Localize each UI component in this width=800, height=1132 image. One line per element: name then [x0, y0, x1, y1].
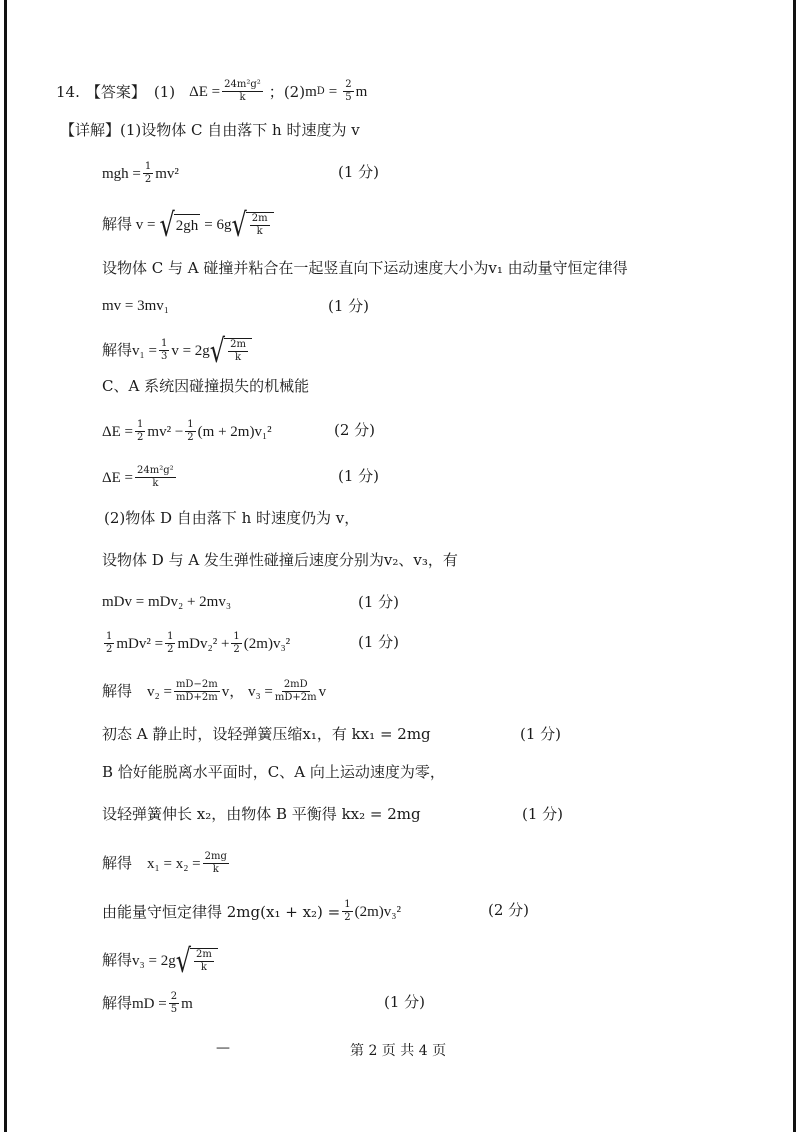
fraction [104, 632, 114, 655]
fraction-denominator: 2 [167, 644, 174, 655]
fraction [135, 466, 176, 489]
text-line-14 [102, 724, 800, 744]
score-mark: (1 分) [522, 805, 564, 823]
score-mark: (1 分) [520, 725, 562, 743]
fraction-numerator: 2 [170, 991, 178, 1002]
fraction-denominator: 5 [170, 1004, 178, 1015]
part2-tail: m [355, 83, 368, 100]
score-mark: (1 分) [328, 297, 370, 315]
radicand: 2gh [174, 214, 201, 236]
answer-label: 【答案】 [85, 82, 146, 101]
page-number: 第 2 页 共 4 页 [350, 1043, 447, 1059]
part2-lhs: m [305, 83, 317, 100]
eq-text: v， v₃ = [221, 683, 273, 700]
part1-fraction [222, 80, 263, 103]
fraction-numerator: 1 [233, 631, 240, 642]
text-line-6 [102, 376, 309, 396]
sqrt-expression [159, 205, 200, 244]
body-text: 设轻弹簧伸长 x₂，由物体 B 平衡得 kx₂ = 2mg [102, 805, 421, 823]
fraction-numerator: 1 [106, 631, 113, 642]
radical-sign: √ [231, 205, 247, 244]
detail-intro [60, 120, 360, 140]
body-text: 设物体 C 与 A 碰撞并粘合在一起竖直向下运动速度大小为v₁ 由动量守恒定律得 [102, 259, 628, 277]
fraction [169, 992, 179, 1015]
body-text: (2)物体 D 自由落下 h 时速度仍为 v， [104, 509, 360, 527]
fraction [250, 214, 270, 237]
part2-subscript: D [316, 85, 325, 97]
fraction-denominator: 2 [233, 644, 240, 655]
eq-text: v [318, 683, 327, 700]
eq-text: v = 2g [171, 342, 210, 359]
equation-line-12 [102, 632, 800, 655]
radical-sign: √ [159, 205, 175, 244]
fraction-denominator: mD+2m [274, 692, 317, 703]
part1-lhs: ΔE = [189, 83, 221, 100]
body-text: 设物体 D 与 A 发生弹性碰撞后速度分别为v₂、v₃，有 [102, 551, 458, 569]
eq-text: m [181, 995, 193, 1012]
fraction-denominator: k [234, 352, 242, 363]
fraction-denominator: k [212, 864, 219, 875]
part2-eq: = [328, 83, 338, 100]
eq-text: 解得mD = [102, 995, 167, 1012]
left-border-line [4, 0, 7, 1132]
score-mark: (1 分) [358, 593, 400, 611]
equation-line-19 [102, 941, 218, 980]
eq-text: (2m)v₃² [243, 635, 291, 652]
eq-text: mDv = mDv₂ + 2mv₃ [102, 594, 232, 610]
eq-text: mv² − [147, 423, 184, 440]
fraction-numerator: mD−2m [175, 679, 218, 690]
body-text: B 恰好能脱离水平面时，C、A 向上运动速度为零， [102, 763, 445, 781]
fraction [159, 339, 169, 362]
equation-line-18 [102, 900, 800, 923]
fraction-numerator: 2m [196, 949, 212, 960]
equation-line-13 [102, 680, 326, 703]
score-mark: (1 分) [358, 633, 400, 651]
text-line-3 [102, 258, 628, 278]
text-line-16 [102, 804, 800, 824]
answer-header [56, 80, 367, 103]
equation-line-11 [102, 592, 800, 612]
fraction-numerator: 2 [345, 79, 352, 90]
eq-text: 解得 v = [102, 216, 156, 233]
fraction [228, 340, 248, 363]
fraction-denominator: 3 [160, 351, 168, 362]
text-line-15 [102, 762, 445, 782]
eq-text: 解得v₃ = 2g [102, 952, 176, 969]
score-mark: (2 分) [488, 901, 530, 919]
eq-text: ΔE = [102, 423, 134, 440]
eq-text: (2m)v₃² [354, 903, 401, 920]
sqrt-expression [231, 205, 273, 244]
radicand [190, 948, 218, 973]
part2-fraction [343, 80, 353, 103]
sqrt-expression [175, 941, 218, 980]
fraction [203, 852, 229, 875]
fraction-denominator: 2 [144, 174, 152, 185]
fraction-numerator: 2mD [283, 679, 308, 690]
eq-text: mDv² = [116, 635, 164, 652]
radical-sign: √ [175, 941, 191, 980]
fraction-numerator: 2mg [204, 851, 227, 862]
fraction-denominator: 2 [106, 644, 113, 655]
fraction-numerator: 24m²g² [224, 79, 261, 90]
fraction-numerator: 2m [251, 213, 268, 224]
eq-text: ΔE = [102, 469, 134, 486]
equation-line-8 [102, 466, 800, 489]
eq-text: mv = 3mv₁ [102, 298, 170, 314]
fraction-numerator: 1 [144, 161, 152, 172]
fraction [165, 632, 175, 655]
fraction-denominator: 2 [187, 432, 194, 443]
fraction-numerator: 1 [187, 419, 194, 430]
eq-text: mDv₂² + [177, 635, 230, 652]
eq-text: mgh = [102, 165, 141, 182]
radicand [246, 212, 274, 237]
score-mark: (1 分) [338, 163, 380, 181]
equation-line-4 [102, 296, 800, 316]
page-footer [0, 1040, 800, 1060]
detail-text: (1)设物体 C 自由落下 h 时速度为 v [120, 121, 360, 139]
fraction [185, 420, 195, 443]
eq-text: = 6g [204, 216, 232, 233]
question-number: 14. [56, 82, 80, 101]
fraction [143, 162, 153, 185]
fraction-denominator: k [200, 962, 207, 973]
eq-text: 解得v₁ = [102, 342, 157, 359]
fraction [275, 680, 317, 703]
fraction-numerator: 2m [230, 339, 246, 350]
fraction-denominator: 2 [344, 912, 351, 923]
fraction [231, 632, 241, 655]
fraction-numerator: 24m²g² [137, 465, 174, 476]
fraction-denominator: k [239, 92, 246, 103]
eq-text: 由能量守恒定律得 2mg(x₁ + x₂) = [102, 902, 341, 921]
fraction-numerator: 1 [160, 338, 168, 349]
equation-line-2 [102, 205, 274, 244]
detail-label: 【详解】 [60, 121, 121, 139]
fraction [342, 900, 352, 923]
separator: ； [268, 82, 284, 101]
score-mark: (1 分) [384, 993, 426, 1011]
radical-sign: √ [209, 331, 226, 370]
equation-line-20 [102, 992, 800, 1015]
fraction-numerator: 1 [167, 631, 174, 642]
fraction-denominator: k [152, 478, 159, 489]
part2-tag: (2) [283, 82, 306, 101]
fraction-denominator: 5 [345, 92, 352, 103]
fraction [174, 680, 220, 703]
equation-line-17 [102, 852, 231, 875]
fraction [194, 950, 214, 973]
sqrt-expression [209, 331, 252, 370]
equation-line-1 [102, 162, 800, 185]
score-mark: (2 分) [334, 421, 376, 439]
fraction-numerator: 1 [137, 419, 144, 430]
radicand [224, 338, 252, 363]
footer-dash: — [216, 1040, 230, 1056]
equation-line-5 [102, 331, 252, 370]
text-line-9 [104, 508, 359, 528]
fraction [135, 420, 145, 443]
fraction-denominator: k [256, 226, 263, 237]
eq-text: mv² [155, 165, 179, 182]
eq-text: 解得 v₂ = [102, 683, 172, 700]
text-line-10 [102, 550, 458, 570]
fraction-numerator: 1 [344, 899, 351, 910]
eq-text: 解得 x₁ = x₂ = [102, 855, 201, 872]
fraction-denominator: 2 [137, 432, 144, 443]
body-text: 初态 A 静止时，设轻弹簧压缩x₁，有 kx₁ = 2mg [102, 725, 431, 743]
fraction-denominator: mD+2m [175, 692, 218, 703]
part1-tag: (1) [153, 82, 176, 101]
equation-line-7 [102, 420, 800, 443]
score-mark: (1 分) [338, 467, 380, 485]
eq-text: (m + 2m)v₁² [197, 423, 272, 440]
body-text: C、A 系统因碰撞损失的机械能 [102, 377, 310, 395]
